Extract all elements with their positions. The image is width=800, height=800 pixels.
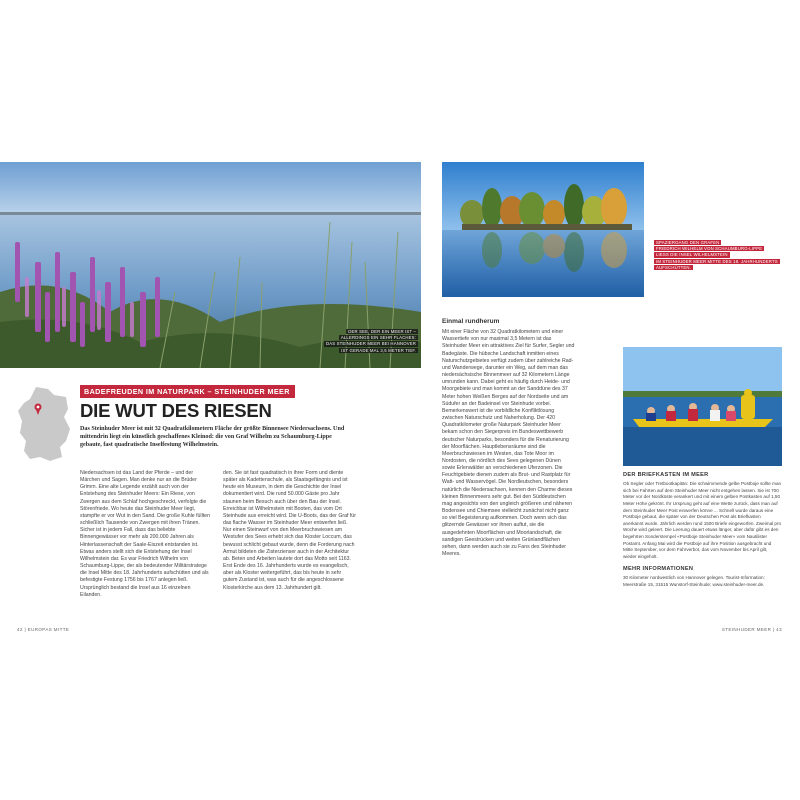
caption-line: IST GERADE MAL 3,5 METER TIEF. (341, 347, 416, 353)
more-info-heading: MEHR INFORMATIONEN (623, 566, 694, 573)
sidebar-heading: DER BRIEFKASTEN IM MEER (623, 472, 709, 478)
caption-line: LIESS DIE INSEL WILHELMSTEIN (656, 252, 728, 258)
section-heading: Einmal rundherum (442, 318, 500, 325)
lake-photo-caption (324, 329, 418, 353)
kicker-label: BADEFREUDEN IM NATURPARK – STEINHUDER MEER (80, 385, 295, 398)
caption-line: AUFSCHÜTTEN. (656, 264, 691, 270)
more-info-text: 30 Kilometer nordwestlich von Hannover gelegen. Tourist-Information: Meerstraße 15, 31515 Wunstorf-Steinhude; www.steinhuder-meer.de. (623, 575, 765, 588)
body-column-2 (223, 470, 356, 592)
caption-line: DAS STEINHUDER MEER BEI HANNOVER (325, 341, 416, 347)
island-photo-caption (654, 240, 780, 270)
caption-line: IM STEINHUDER MEER MITTE DES 18. JAHRHUNDERTS (656, 258, 778, 264)
island-photo (442, 162, 644, 297)
postboje-photo (623, 347, 782, 466)
sidebar-text: Ob Segler oder Tretbootkapitän: Die schwimmende gelbe Postboje sollte man sich bei Fahrten auf dem Steinhuder Meer nicht entgehen lassen. Sie ist 700 Meter vor der Nordküste verankert und mit einem gelben Postkasten auf 1,50 Meter Höhe gekrönt. Ihr Ursprung geht auf eine Wette zurück, dass man auf dem Steinhuder Meer Post einwerfen könne ... Schnell wurde daraus eine Postboje gebaut, die später von der Deutschen Post als Briefkasten anerkannt wurde. Jährlich werden rund 1500 Briefe eingeworfen. Zweimal pro Woche wird geleert. Die Leerung dauert etwas länger, aber dafür gibt es den begehrten Sonderstempel «Postboje Steinhuder Meer» vom Nautilister Postamt. Anfang Mai wird die Postboje auf ihre Position ausgebracht und Mitte September, vor dem Fahrverbot, das vom November bis April gilt, wieder eingeholt. (623, 481, 782, 559)
germany-map-icon (16, 385, 74, 463)
article-lead: Das Steinhuder Meer ist mit 32 Quadratkilometern Fläche der größte Binnensee Niedersachsens. Und mittendrin liegt ein künstlich geschaffenes Kleinod: die von Graf Wilhelm zu Schaumburg-Lippe gebaute, fast quadratische Inselfestung Wilhelmstein. (80, 426, 345, 448)
body-column-1 (80, 470, 213, 599)
page-folio-right: STEINHUDER MEER | 43 (721, 627, 782, 632)
caption-line: DER SEE, DER EIN MEER IST – (348, 329, 416, 334)
body-text: den. Sie ist fast quadratisch in ihrer Form und diente später als Kadettenschule, als Staatsgefängnis und ist heute ein Museum, in dem die Geschichte der Insel dokumentiert wird. Die rund 50.000 Gäste pro Jahr staunen beim Besuch auch über den Bau der Insel. Erreichbar ist Wilhelmstein mit Booten, das vom Ort Steinhude aus erreicht wird. Die U-Boots, das der Graf für das flache Wasser im Steinhuder Meer entwerfen ließ. Nur einen Steinwurf von den Meerbruchswiesen am Westufer des Sees erhebt sich das Kloster Loccum, das bewusst schlicht gebaut wurde, denn die Forderung nach Armut bildeten die Zisterzienser auch in der Architektur ab. Beten und Arbeiten lautete dort das Motto seit 1163. Erst Ende des 16. Jahrhunderts wurde es evangelisch, aber als Kloster weitergeführt, das bis heute in sehr gutem Zustand ist, was auch für die angeschlossene Klosterkirche aus dem 13. Jahrhundert gilt. (223, 470, 356, 591)
body-text: Niedersachsen ist das Land der Pferde – und der Märchen und Sagen. Man denke nur an die Brüder Grimm. Eine alte Legende erzählt auch von der Entstehung des Steinhuder Meers: Ein Riese, von Zwergen aus dem Schlaf hochgeschreckt, verfolgte die Störenfriede. Wo heute das Steinhuder Meer liegt, stampfte er vor Wut in den Sand. Die große Kuhle füllten schließlich Tausende von Zwergen mit ihren Tränen. Sicher ist in jedem Fall, dass das beliebte Binnengewässer vor mehr als 200.000 Jahren als Hinterlassenschaft der Saale-Eiszeit entstanden ist. Etwas anders stellt sich die Entstehung der Insel Wilhelmstein dar. Es war Friedrich Wilhelm von Schaumburg-Lippe, der als bedeutender Militärstratege die Insel Mitte des 18. Jahrhunderts aufschütten und als befestigte Festung 1756 bis 1767 anlegen ließ. Ursprünglich bestand die Insel aus 16 einzelnen Eilanden. (80, 470, 210, 598)
page-folio-left: 42 | EUROPAS MITTE (17, 627, 70, 632)
caption-line: SPAZIERGANG DEN GRAFEN (656, 240, 720, 245)
body-text: Mit einer Fläche von 32 Quadratkilometern und einer Wassertiefe von nur maximal 3,5 Metern ist das Steinhuder Meer ein attraktives Ziel für Surfer, Segler und Badegäste. Die hübsche Landschaft inmitten eines Naturschutzgebietes verfügt zudem über zahlreiche Rad- und Wanderwege, darunter ein Weg, auf dem man das niedersächsische Binnenmeer auf 32 Kilometern Länge umrunden kann. Dabei geht es häufig durch Heide- und Moorgebiete und man kommt an der Sanddüne des 37 Meter hohen Weißen Berges auf der Nordseite und am Südufer an der Badeinsel vor Steinhude vorbei. Bemerkenswert ist die vorbildliche Konfliktlösung zwischen Naturschutz und Naherholung. Der 420 Quadratkilometer große Naturpark Steinhuder Meer bekam schon den Siegerpreis im Bundeswettbewerb deutscher Naturparks, besonders für die Renaturierung der Moorflächen. Hauptlebensräume sind die Meerbruchswiesen im Westen, das Tote Moor im Nordosten, die nördlich des Sees gelegenen Dünen sowie Erlenwälder an verschiedenen Uferzonen. Die Feuchtgebiete dienen zudem als Brut- und Rastplatz für Watt- und Wasservögel. Die Nordleutschen, besonders natürlich die Niedersachsen, kennen den Charme dieses kleinen Binnenmeers sehr gut. Bei den Süddeutschen mag angesichts von den ungleich größeren und näheren Bodensee und Chiemsee vielleicht zunächst nicht ganz so viel Begeisterung aufkommen. Doch wenn sich das glitzernde Gewässer vor ihnen auftut, sie die ausgedehnten Moorflächen und Moorlandschaft, die sandigen Geestrücken und weiten Grünlandflächen sehen, dann werden auch sie zu Fans des Steinhuder Meeres. (442, 329, 575, 557)
article-title: DIE WUT DES RIESEN (80, 400, 272, 421)
sidebar-box (623, 472, 782, 589)
caption-line: ALLERDINGS EIN SEHR FLACHES: (340, 335, 416, 341)
body-column-3 (442, 318, 575, 558)
caption-line: FRIEDRICH WILHELM VON SCHAUMBURG-LIPPE (656, 246, 763, 252)
